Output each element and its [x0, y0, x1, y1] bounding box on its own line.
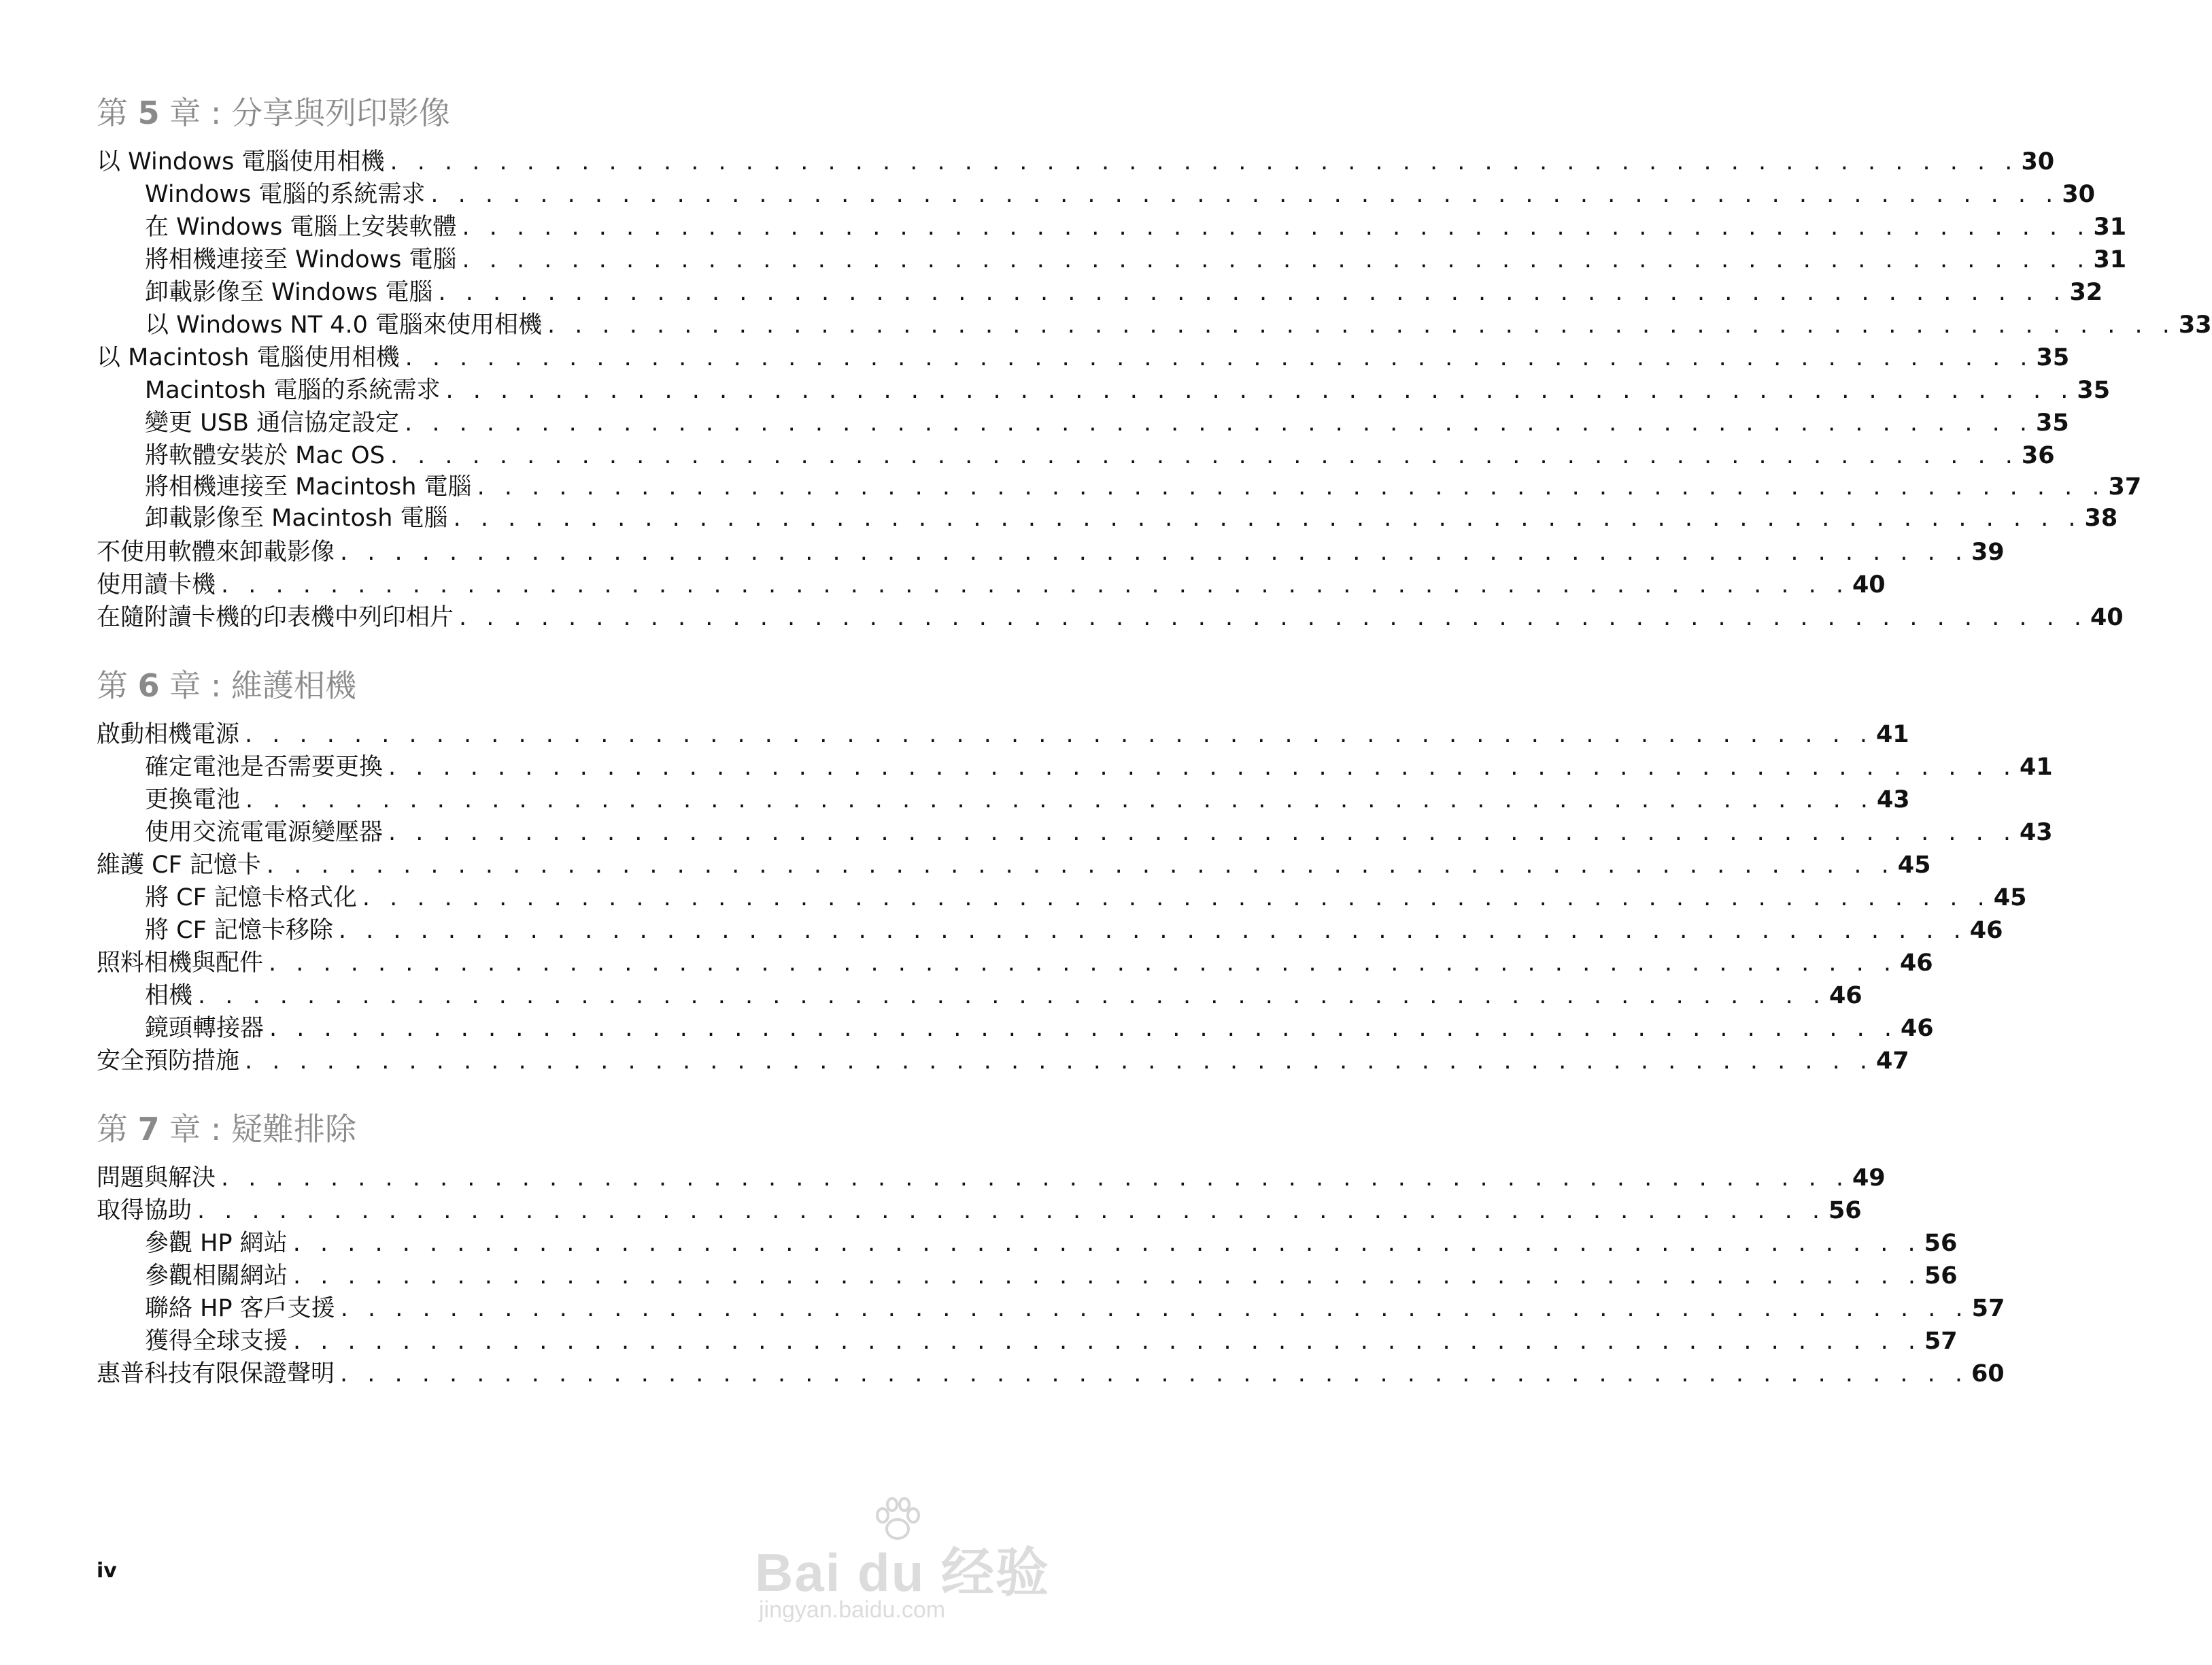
- toc-entry: [145, 441, 2055, 471]
- toc-entry: [145, 785, 1910, 815]
- dot-leader: . . . . . . . . . . . . . . . . . . . . . . . . . . . . . . . . . . . . . . . . . . . . . . . . . . . . . . . . . . . .: [388, 819, 2017, 846]
- dot-leader: . . . . . . . . . . . . . . . . . . . . . . . . . . . . . . . . . . . . . . . . . . . . . . . . . . . . . . . . . . . .: [477, 473, 2106, 501]
- toc-entry-label: 維護 CF 記憶卡: [97, 852, 261, 879]
- toc-entry-page: 43: [1876, 786, 1910, 813]
- dot-leader: . . . . . . . . . . . . . . . . . . . . . . . . . . . . . . . . . . . . . . . . . . . . . . . . . . . . . . . . . . . .: [340, 1295, 1969, 1322]
- toc-entry-label: 將軟體安裝於 Mac OS: [145, 442, 385, 469]
- toc-entry-page: 31: [2093, 246, 2127, 273]
- dot-leader: . . . . . . . . . . . . . . . . . . . . . . . . . . . . . . . . . . . . . . . . . . . . . . . . . . . . . . . . . . . .: [438, 279, 2067, 306]
- toc-entry-page: 38: [2084, 505, 2118, 532]
- toc-entry-label: 將 CF 記憶卡格式化: [145, 884, 357, 911]
- toc-entry-label: 使用交流電電源變壓器: [145, 819, 384, 846]
- toc-entry: [145, 408, 2069, 438]
- dot-leader: . . . . . . . . . . . . . . . . . . . . . . . . . . . . . . . . . . . . . . . . . . . . . . . . . . . . . . . . . . . .: [293, 1328, 1922, 1355]
- toc-entry-page: 46: [1900, 1015, 1934, 1042]
- toc-entry-page: 41: [1875, 721, 1909, 748]
- toc-entry-page: 40: [2090, 604, 2124, 631]
- toc-entry: [97, 720, 1909, 750]
- dot-leader: . . . . . . . . . . . . . . . . . . . . . . . . . . . . . . . . . . . . . . . . . . . . . . . . . . . . . . . . . . . .: [462, 246, 2091, 273]
- toc-entry: [97, 1196, 1862, 1226]
- toc-entry: [97, 147, 2055, 177]
- toc-entry: [145, 1326, 1958, 1356]
- toc-entry-label: 將 CF 記憶卡移除: [145, 917, 333, 944]
- toc-entry-page: 56: [1924, 1262, 1958, 1290]
- toc-entry-page: 37: [2108, 473, 2142, 501]
- page-folio: iv: [97, 1559, 117, 1583]
- toc-entry-page: 35: [2036, 409, 2069, 437]
- dot-leader: . . . . . . . . . . . . . . . . . . . . . . . . . . . . . . . . . . . . . . . . . . . . . . . . . . . . . . . . . . . .: [293, 1262, 1922, 1290]
- toc-entry: [145, 1013, 1934, 1043]
- toc-entry: [145, 1294, 2005, 1324]
- toc-entry: [145, 818, 2053, 847]
- toc-entry-label: 啟動相機電源: [97, 721, 240, 748]
- toc-entry-label: 在隨附讀卡機的印表機中列印相片: [97, 604, 454, 631]
- dot-leader: . . . . . . . . . . . . . . . . . . . . . . . . . . . . . . . . . . . . . . . . . . . . . . . . . . . . . . . . . . . .: [430, 181, 2060, 208]
- toc-entry-page: 46: [1899, 949, 1933, 977]
- dot-leader: . . . . . . . . . . . . . . . . . . . . . . . . . . . . . . . . . . . . . . . . . . . . . . . . . . . . . . . . . . . .: [198, 982, 1826, 1009]
- dot-leader: . . . . . . . . . . . . . . . . . . . . . . . . . . . . . . . . . . . . . . . . . . . . . . . . . . . . . . . . . . . .: [340, 539, 1969, 566]
- toc-entry-label: 卸載影像至 Macintosh 電腦: [145, 505, 448, 532]
- toc-entry-label: 以 Windows 電腦使用相機: [97, 148, 385, 175]
- toc-entry: [145, 375, 2111, 405]
- toc-entry-label: 相機: [145, 982, 193, 1009]
- toc-entry: [97, 1046, 1909, 1076]
- toc-entry-label: 惠普科技有限保證聲明: [97, 1360, 335, 1388]
- toc-entry-label: 更換電池: [145, 786, 241, 813]
- toc-entry-label: 鏡頭轉接器: [145, 1015, 265, 1042]
- toc-entry: [145, 503, 2118, 533]
- toc-entry: [97, 570, 1886, 600]
- dot-leader: . . . . . . . . . . . . . . . . . . . . . . . . . . . . . . . . . . . . . . . . . . . . . . . . . . . . . . . . . . . .: [266, 852, 1895, 879]
- dot-leader: . . . . . . . . . . . . . . . . . . . . . . . . . . . . . . . . . . . . . . . . . . . . . . . . . . . . . . . . . . . .: [338, 917, 1967, 944]
- toc-entry: [97, 1163, 1886, 1193]
- toc-entry-label: 確定電池是否需要更換: [145, 754, 384, 781]
- dot-leader: . . . . . . . . . . . . . . . . . . . . . . . . . . . . . . . . . . . . . . . . . . . . . . . . . . . . . . . . . . . .: [390, 148, 2019, 175]
- toc-entry-page: 33: [2178, 312, 2212, 339]
- toc-entry: [97, 1359, 2005, 1389]
- dot-leader: . . . . . . . . . . . . . . . . . . . . . . . . . . . . . . . . . . . . . . . . . . . . . . . . . . . . . . . . . . . .: [292, 1230, 1922, 1257]
- toc-entry-page: 49: [1852, 1164, 1886, 1192]
- toc-entry-page: 39: [1971, 539, 2005, 566]
- toc-entry-label: 獲得全球支援: [145, 1328, 288, 1355]
- chapter-heading: 第 7 章 : 疑難排除: [97, 1111, 357, 1147]
- toc-entry: [145, 752, 2053, 782]
- toc-entry-page: 57: [1971, 1295, 2005, 1322]
- toc-entry-page: 35: [2036, 344, 2070, 371]
- toc-entry: [145, 278, 2103, 307]
- dot-leader: . . . . . . . . . . . . . . . . . . . . . . . . . . . . . . . . . . . . . . . . . . . . . . . . . . . . . . . . . . . .: [245, 1047, 1873, 1075]
- dot-leader: . . . . . . . . . . . . . . . . . . . . . . . . . . . . . . . . . . . . . . . . . . . . . . . . . . . . . . . . . . . .: [390, 442, 2019, 469]
- toc-entry-page: 32: [2069, 279, 2103, 306]
- toc-entry: [145, 310, 2212, 340]
- toc-entry: [145, 245, 2127, 275]
- dot-leader: . . . . . . . . . . . . . . . . . . . . . . . . . . . . . . . . . . . . . . . . . . . . . . . . . . . . . . . . . . . .: [405, 409, 2034, 437]
- toc-entry-page: 45: [1897, 852, 1931, 879]
- toc-entry-page: 30: [2021, 148, 2055, 175]
- toc-entry-page: 47: [1875, 1047, 1909, 1075]
- toc-entry: [145, 472, 2142, 502]
- toc-entry: [145, 212, 2127, 242]
- toc-entry-page: 41: [2019, 754, 2053, 781]
- toc-entry: [145, 883, 2027, 913]
- dot-leader: . . . . . . . . . . . . . . . . . . . . . . . . . . . . . . . . . . . . . . . . . . . . . . . . . . . . . . . . . . . .: [405, 344, 2034, 371]
- dot-leader: . . . . . . . . . . . . . . . . . . . . . . . . . . . . . . . . . . . . . . . . . . . . . . . . . . . . . . . . . . . .: [388, 754, 2017, 781]
- chapter-heading: 第 5 章 : 分享與列印影像: [97, 95, 451, 131]
- watermark-logo: Bai du 经验: [755, 1543, 1051, 1602]
- dot-leader: . . . . . . . . . . . . . . . . . . . . . . . . . . . . . . . . . . . . . . . . . . . . . . . . . . . . . . . . . . . .: [245, 721, 1873, 748]
- toc-entry-label: 以 Macintosh 電腦使用相機: [97, 344, 400, 371]
- dot-leader: . . . . . . . . . . . . . . . . . . . . . . . . . . . . . . . . . . . . . . . . . . . . . . . . . . . . . . . . . . . .: [459, 604, 2088, 631]
- toc-entry-page: 56: [1828, 1197, 1862, 1224]
- toc-entry-page: 36: [2021, 442, 2055, 469]
- watermark-url: jingyan.baidu.com: [759, 1597, 946, 1623]
- toc-entry: [145, 915, 2003, 945]
- toc-entry: [145, 180, 2096, 209]
- toc-entry-label: 使用讀卡機: [97, 571, 216, 599]
- toc-entry: [145, 1261, 1958, 1291]
- toc-entry-label: 將相機連接至 Windows 電腦: [145, 246, 457, 273]
- toc-entry-page: 45: [1993, 884, 2027, 911]
- dot-leader: . . . . . . . . . . . . . . . . . . . . . . . . . . . . . . . . . . . . . . . . . . . . . . . . . . . . . . . . . . . .: [340, 1360, 1969, 1388]
- dot-leader: . . . . . . . . . . . . . . . . . . . . . . . . . . . . . . . . . . . . . . . . . . . . . . . . . . . . . . . . . . . .: [269, 1015, 1898, 1042]
- toc-entry-label: 聯絡 HP 客戶支援: [145, 1295, 335, 1322]
- toc-entry-label: 在 Windows 電腦上安裝軟體: [145, 214, 457, 241]
- watermark: [755, 1496, 1051, 1632]
- toc-entry-page: 30: [2062, 181, 2096, 208]
- dot-leader: . . . . . . . . . . . . . . . . . . . . . . . . . . . . . . . . . . . . . . . . . . . . . . . . . . . . . . . . . . . .: [453, 505, 2082, 532]
- toc-entry: [145, 981, 1862, 1011]
- chapter-heading: 第 6 章 : 維護相機: [97, 667, 357, 704]
- toc-entry-page: 60: [1971, 1360, 2005, 1388]
- dot-leader: . . . . . . . . . . . . . . . . . . . . . . . . . . . . . . . . . . . . . . . . . . . . . . . . . . . . . . . . . . . .: [362, 884, 1991, 911]
- toc-entry-label: 以 Windows NT 4.0 電腦來使用相機: [145, 312, 542, 339]
- toc-entry-label: Windows 電腦的系統需求: [145, 181, 426, 208]
- toc-entry: [97, 343, 2070, 373]
- toc-entry-page: 56: [1924, 1230, 1958, 1257]
- toc-entry-page: 46: [1969, 917, 2003, 944]
- toc-entry-label: Macintosh 電腦的系統需求: [145, 377, 441, 404]
- toc-entry-label: 問題與解決: [97, 1164, 216, 1192]
- toc-entry-label: 照料相機與配件: [97, 949, 264, 977]
- dot-leader: . . . . . . . . . . . . . . . . . . . . . . . . . . . . . . . . . . . . . . . . . . . . . . . . . . . . . . . . . . . .: [245, 786, 1874, 813]
- toc-entry-label: 參觀 HP 網站: [145, 1230, 288, 1257]
- toc-entry: [97, 850, 1931, 880]
- toc-entry-label: 將相機連接至 Macintosh 電腦: [145, 473, 472, 501]
- toc-entry: [97, 537, 2005, 567]
- dot-leader: . . . . . . . . . . . . . . . . . . . . . . . . . . . . . . . . . . . . . . . . . . . . . . . . . . . . . . . . . . . .: [221, 571, 1850, 599]
- toc-entry: [97, 603, 2124, 633]
- toc-entry-label: 不使用軟體來卸載影像: [97, 539, 335, 566]
- toc-entry-label: 卸載影像至 Windows 電腦: [145, 279, 433, 306]
- toc-entry-label: 參觀相關網站: [145, 1262, 288, 1290]
- dot-leader: . . . . . . . . . . . . . . . . . . . . . . . . . . . . . . . . . . . . . . . . . . . . . . . . . . . . . . . . . . . .: [462, 214, 2091, 241]
- toc-entry-page: 46: [1828, 982, 1862, 1009]
- toc-entry-page: 40: [1852, 571, 1886, 599]
- toc-entry-label: 取得協助: [97, 1197, 192, 1224]
- dot-leader: . . . . . . . . . . . . . . . . . . . . . . . . . . . . . . . . . . . . . . . . . . . . . . . . . . . . . . . . . . . .: [269, 949, 1897, 977]
- toc-entry-page: 31: [2093, 214, 2127, 241]
- dot-leader: . . . . . . . . . . . . . . . . . . . . . . . . . . . . . . . . . . . . . . . . . . . . . . . . . . . . . . . . . . . .: [445, 377, 2075, 404]
- toc-entry: [97, 948, 1933, 978]
- toc-entry-page: 35: [2077, 377, 2111, 404]
- toc-entry-label: 安全預防措施: [97, 1047, 240, 1075]
- dot-leader: . . . . . . . . . . . . . . . . . . . . . . . . . . . . . . . . . . . . . . . . . . . . . . . . . . . . . . . . . . . .: [197, 1197, 1826, 1224]
- toc-entry-page: 57: [1924, 1328, 1958, 1355]
- dot-leader: . . . . . . . . . . . . . . . . . . . . . . . . . . . . . . . . . . . . . . . . . . . . . . . . . . . . . . . . . . . .: [221, 1164, 1850, 1192]
- toc-entry: [145, 1228, 1958, 1258]
- toc-entry-page: 43: [2019, 819, 2053, 846]
- toc-entry-label: 變更 USB 通信協定設定: [145, 409, 400, 437]
- dot-leader: . . . . . . . . . . . . . . . . . . . . . . . . . . . . . . . . . . . . . . . . . . . . . . . . . . . . . . . . . . . .: [547, 312, 2176, 339]
